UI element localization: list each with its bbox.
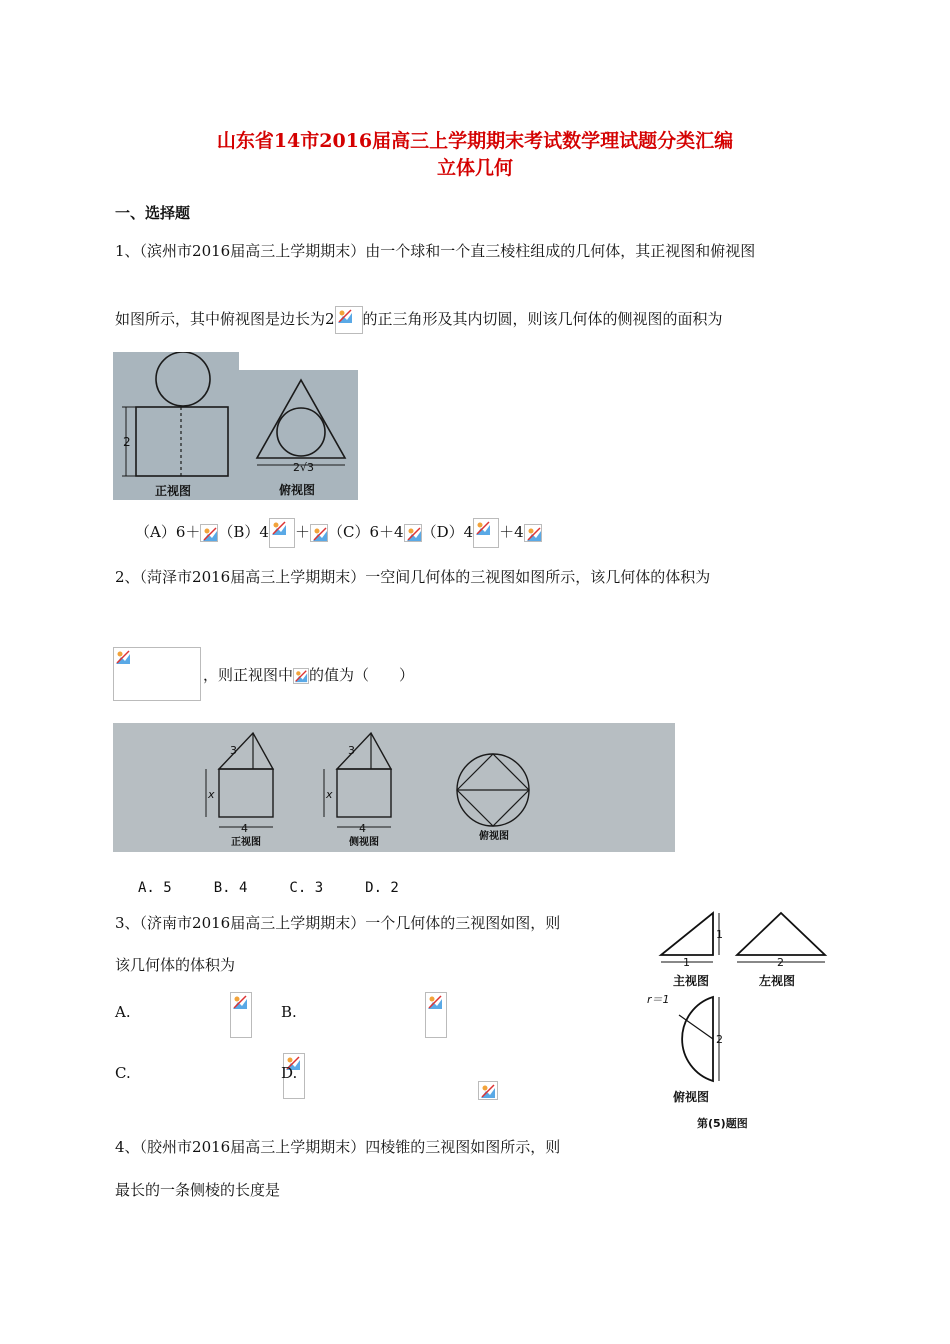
q2-front-caption: 正视图 xyxy=(231,837,261,848)
q3-option-d-label: D. xyxy=(281,1064,298,1082)
q2-front-base-label: 4 xyxy=(241,822,248,835)
q3-figure-caption: 第(5)题图 xyxy=(697,1117,748,1130)
q2-line1: 2、（菏泽市2016届高三上学期期末）一空间几何体的三视图如图所示，该几何体的体积为 xyxy=(115,568,711,586)
q1-option-b: （B）4 xyxy=(218,523,269,541)
document-title: 山东省14市2016届高三上学期期末考试数学理试题分类汇编 xyxy=(216,130,734,152)
q3-option-a-label: A. xyxy=(115,1003,131,1021)
q2-side-base-label: 4 xyxy=(359,822,366,835)
q2-front-x-label: x xyxy=(208,788,215,801)
q1-line2-text-a: 如图所示，其中俯视图是边长为2 xyxy=(115,310,335,328)
formula-image-icon xyxy=(310,524,328,542)
q2-options: A. 5 B. 4 C. 3 D. 2 xyxy=(138,880,399,896)
q1-line2 xyxy=(115,306,723,334)
formula-image-icon xyxy=(473,518,499,548)
q1-front-view-figure xyxy=(113,352,239,500)
q2-line2-text-a: ，则正视图中 xyxy=(203,666,294,684)
q1-top-side-label: 2√3 xyxy=(293,461,315,474)
formula-image-icon xyxy=(524,524,542,542)
q3-line1: 3、（济南市2016届高三上学期期末）一个几何体的三视图如图，则 xyxy=(115,914,561,932)
formula-image-icon xyxy=(293,668,309,684)
q1-front-height-label: 2 xyxy=(123,435,131,449)
q3-main-height-label: 1 xyxy=(716,928,723,941)
q1-option-c: （C）6＋4 xyxy=(327,523,404,541)
q1-option-a: （A）6＋ xyxy=(135,523,201,541)
q2-line2-text-b: 的值为（ ） xyxy=(309,666,415,684)
q3-left-caption: 左视图 xyxy=(759,974,796,988)
q2-side-x-label: x xyxy=(326,788,333,801)
q1-top-caption: 俯视图 xyxy=(279,483,316,497)
q1-options xyxy=(135,518,542,548)
q1-line1: 1、（滨州市2016届高三上学期期末）由一个球和一个直三棱柱组成的几何体，其正视图和俯视图 xyxy=(115,242,756,260)
section-heading: 一、选择题 xyxy=(115,204,191,222)
q2-three-views-figure xyxy=(113,723,675,852)
q2-line2 xyxy=(203,664,414,685)
q3-top-caption: 俯视图 xyxy=(673,1090,710,1104)
q3-top-radius-label: r＝1 xyxy=(647,993,670,1006)
q3-left-width-label: 2 xyxy=(777,956,784,969)
q2-side-slant-label: 3 xyxy=(348,744,355,757)
formula-image-icon xyxy=(478,1081,498,1100)
q3-option-b-label: B. xyxy=(281,1003,297,1021)
q3-top-diameter-label: 2 xyxy=(716,1033,723,1046)
formula-image-icon xyxy=(335,306,363,334)
q1-option-b-plus: ＋ xyxy=(294,523,310,541)
formula-image-icon xyxy=(230,992,252,1038)
q4-line1: 4、（胶州市2016届高三上学期期末）四棱锥的三视图如图所示，则 xyxy=(115,1138,561,1156)
q1-front-caption: 正视图 xyxy=(155,484,192,498)
q1-option-d: （D）4 xyxy=(421,523,474,541)
q2-top-caption: 俯视图 xyxy=(479,831,509,842)
q3-main-width-label: 1 xyxy=(683,956,690,969)
q3-option-c-label: C. xyxy=(115,1064,131,1082)
formula-image-icon xyxy=(425,992,447,1038)
document-subtitle: 立体几何 xyxy=(436,157,513,179)
formula-image-icon xyxy=(200,524,218,542)
q4-line2: 最长的一条侧棱的长度是 xyxy=(115,1181,281,1199)
q3-three-views-figure xyxy=(645,905,835,1135)
formula-image-icon xyxy=(113,647,201,701)
q2-front-slant-label: 3 xyxy=(230,744,237,757)
q3-line2: 该几何体的体积为 xyxy=(115,956,236,974)
q1-top-view-figure xyxy=(239,370,358,500)
q3-main-caption: 主视图 xyxy=(673,974,710,988)
q2-side-caption: 侧视图 xyxy=(349,837,379,848)
formula-image-icon xyxy=(269,518,295,548)
q1-option-d-plus: ＋4 xyxy=(499,523,524,541)
formula-image-icon xyxy=(404,524,422,542)
q1-line2-text-b: 的正三角形及其内切圆，则该几何体的侧视图的面积为 xyxy=(362,310,723,328)
